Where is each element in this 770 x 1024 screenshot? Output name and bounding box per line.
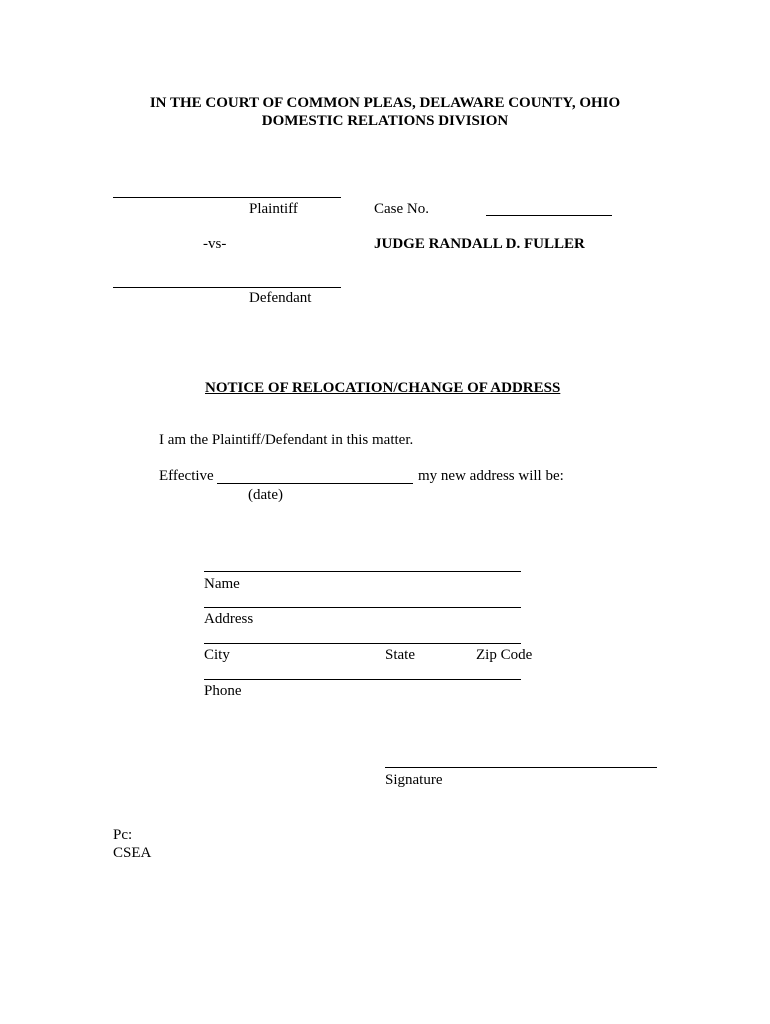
city-state-zip-line[interactable] — [204, 643, 521, 644]
division-heading: DOMESTIC RELATIONS DIVISION — [261, 113, 509, 129]
judge-name: JUDGE RANDALL D. FULLER — [374, 236, 585, 252]
address-label: Address — [204, 611, 254, 627]
case-number-label: Case No. — [374, 201, 429, 217]
city-label: City — [204, 647, 230, 663]
plaintiff-label: Plaintiff — [249, 201, 298, 217]
defendant-label: Defendant — [249, 290, 312, 306]
pc-label: Pc: — [113, 827, 133, 843]
phone-line[interactable] — [204, 679, 521, 680]
party-statement: I am the Plaintiff/Defendant in this matter. — [159, 432, 414, 448]
effective-date-line[interactable] — [217, 483, 413, 484]
phone-label: Phone — [204, 683, 242, 699]
name-line[interactable] — [204, 571, 521, 572]
defendant-name-line[interactable] — [113, 287, 341, 288]
address-line[interactable] — [204, 607, 521, 608]
signature-label: Signature — [385, 772, 443, 788]
plaintiff-name-line[interactable] — [113, 197, 341, 198]
signature-line[interactable] — [385, 767, 657, 768]
state-label: State — [385, 647, 415, 663]
new-address-text: my new address will be: — [418, 468, 564, 484]
date-hint: (date) — [248, 487, 283, 503]
versus-label: -vs- — [203, 236, 227, 252]
csea-recipient: CSEA — [113, 845, 152, 861]
name-label: Name — [204, 576, 240, 592]
notice-title: NOTICE OF RELOCATION/CHANGE OF ADDRESS — [205, 380, 561, 396]
case-number-line[interactable] — [486, 215, 612, 216]
effective-label: Effective — [159, 468, 214, 484]
zip-code-label: Zip Code — [476, 647, 533, 663]
court-heading: IN THE COURT OF COMMON PLEAS, DELAWARE COUNTY, OHIO — [149, 95, 621, 111]
